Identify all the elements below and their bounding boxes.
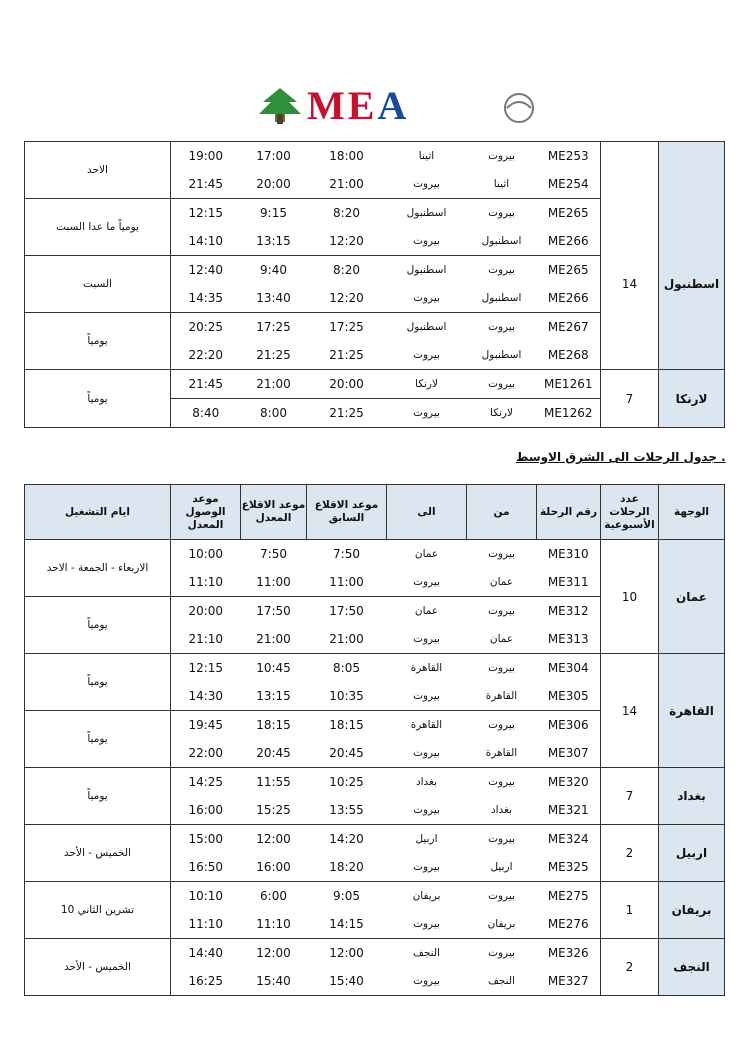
cell-dep-prev: 17:50 [329,604,364,618]
cell-to: النجف [413,947,440,959]
cell-from: القاهرة [467,739,537,768]
cell-arr-new: 19:45 [188,718,224,732]
cell-dep-prev: 21:00 [307,625,387,654]
logo-wordmark: MEA [307,83,410,128]
table-header [25,485,725,540]
table-row [25,825,725,854]
table-cell: 17:25 [329,320,364,334]
cell-dep-prev: 14:20 [329,832,364,846]
days-cell: الخميس - الأحد [25,939,171,996]
table-cell: 21:25 [329,406,364,420]
cell-from: بيروت [488,776,515,788]
table-cell: 9:40 [260,263,287,277]
table-cell: بيروت [387,227,467,256]
cell-flight: ME324 [547,832,589,846]
cell-dep-prev: 18:15 [329,718,364,732]
table-cell: بيروت [387,170,467,199]
days-cell: يومياً ما عدا السبت [25,199,171,256]
table-cell: ايام التشغيل [25,485,171,540]
table-cell: 18:00 [329,149,364,163]
table-cell: ME266 [537,284,601,313]
cell-flight: ME320 [547,775,589,789]
table-row [25,882,725,911]
cell-arr-new: 22:00 [171,739,241,768]
table-cell: 22:20 [171,341,241,370]
upper-schedule-table [24,141,725,428]
cell-from: بغداد [467,796,537,825]
cell-to: عمان [414,548,439,560]
days-cell: السبت [25,256,171,313]
cell-flight: ME326 [547,946,589,960]
cell-to: بيروت [387,796,467,825]
table-cell: لارنكا [490,407,513,419]
table-cell: اسطنبول [406,207,447,219]
cell-dep-new: 7:50 [260,547,287,561]
cell-flight: ME312 [547,604,589,618]
table-cell: 14:10 [171,227,241,256]
table-cell: بيروت [413,407,440,419]
table-cell: اثينا [467,170,537,199]
cell-dep-prev: 9:05 [333,889,360,903]
cell-dep-new: 10:45 [256,661,291,675]
table-cell: 13:40 [241,284,307,313]
cell-dep-prev: 20:45 [307,739,387,768]
table-cell: ME253 [547,149,589,163]
middle-east-schedule-table [24,484,725,996]
table-cell: موعد الاقلاع السابق [307,485,387,540]
cell-to: بيروت [387,682,467,711]
table-cell: 20:00 [307,370,387,399]
cell-dep-new: 11:55 [256,775,291,789]
table-cell: 21:25 [241,341,307,370]
dest-cell: بريفان [659,882,725,939]
skyteam-icon [493,86,537,126]
cell-flight: ME304 [547,661,589,675]
cell-arr-new: 14:40 [188,946,224,960]
table-cell: ME268 [537,341,601,370]
cell-arr-new: 15:00 [188,832,224,846]
table-cell: رقم الرحلة [537,485,601,540]
table-cell: ME267 [547,320,589,334]
count-cell: 2 [601,825,659,882]
table-cell: الى [387,485,467,540]
cell-dep-prev: 12:00 [329,946,364,960]
cell-arr-new: 14:25 [188,775,224,789]
cell-dep-prev: 8:05 [333,661,360,675]
table-cell: اسطنبول [467,284,537,313]
count-cell: 1 [601,882,659,939]
cell-from: بيروت [488,833,515,845]
cell-to: بيروت [387,739,467,768]
table-cell: بيروت [488,207,515,219]
cell-dep-new: 12:00 [256,946,291,960]
table-cell: اسطنبول [406,321,447,333]
table-cell: 20:25 [188,320,224,334]
cell-to: القاهرة [410,662,443,674]
table-cell: بيروت [467,370,537,399]
cell-dep-new: 18:15 [256,718,291,732]
cell-from: بيروت [488,662,515,674]
table-cell: 21:45 [171,370,241,399]
days-cell: يومياً [25,768,171,825]
table-cell: بيروت [488,150,515,162]
cell-from: عمان [467,568,537,597]
count-cell: 14 [601,199,659,370]
section-title: . جدول الرحلات الى الشرق الاوسط [516,450,726,464]
cell-to: بيروت [387,910,467,939]
cell-to: بيروت [413,975,440,987]
table-cell: 12:20 [307,227,387,256]
table-cell: من [467,485,537,540]
cell-dep-new: 16:00 [241,853,307,882]
table-cell: 8:20 [333,206,360,220]
table-cell: لارنكا [387,370,467,399]
table-cell: موعد الاقلاع المعدل [241,485,307,540]
cell-flight: ME305 [537,682,601,711]
cell-dep-new: 17:50 [256,604,291,618]
days-cell: يومياً [25,313,171,370]
count-cell: 7 [601,768,659,825]
cell-arr-new: 16:00 [171,796,241,825]
table-cell: 21:25 [307,341,387,370]
table-cell: 8:40 [192,406,220,420]
table-cell: ME265 [547,206,589,220]
cell-arr-new: 11:10 [171,568,241,597]
days-cell: يومياً [25,711,171,768]
days-cell: يومياً [25,370,171,428]
cell-from: بيروت [488,548,515,560]
cell-to: بيروت [387,853,467,882]
table-cell: 17:25 [256,320,291,334]
table-cell: 12:15 [188,206,224,220]
cell-flight: ME311 [537,568,601,597]
cell-flight: ME306 [547,718,589,732]
cell-dep-prev: 10:25 [329,775,364,789]
cell-flight: ME310 [547,547,589,561]
table-cell: 21:00 [241,370,307,399]
table-cell: بيروت [387,341,467,370]
cell-flight: ME275 [547,889,589,903]
table-cell: 8:20 [333,263,360,277]
cell-dep-prev: 11:00 [307,568,387,597]
days-cell: الاربعاء - الجمعة - الاحد [25,540,171,597]
cell-flight: ME307 [537,739,601,768]
cell-from: بريفان [467,910,537,939]
table-cell: بيروت [488,321,515,333]
cell-to: اربيل [415,833,438,845]
cell-dep-prev: 7:50 [333,547,360,561]
days-cell: الخميس - الأحد [25,825,171,882]
cell-to: بغداد [415,776,438,788]
cell-dep-prev: 18:20 [307,853,387,882]
cell-dep-new: 15:25 [241,796,307,825]
cell-flight: ME313 [537,625,601,654]
cell-dep-prev: 13:55 [307,796,387,825]
count-cell: 2 [601,939,659,996]
table-cell: اثينا [418,150,435,162]
dest-cell: عمان [659,540,725,654]
cell-to: بيروت [387,568,467,597]
cell-dep-prev: 15:40 [329,974,364,988]
cell-from: بيروت [488,605,515,617]
days-cell: الاحد [25,142,171,199]
table-cell: ME265 [547,263,589,277]
cell-from: بيروت [488,947,515,959]
table-row [25,654,725,683]
cell-from: النجف [488,975,515,987]
cell-from: عمان [467,625,537,654]
dest-cell: لارنكا [659,370,725,428]
table-cell: اسطنبول [406,264,447,276]
dest-cell: النجف [659,939,725,996]
cell-arr-new: 16:25 [188,974,224,988]
table-cell: 12:40 [188,263,224,277]
table-cell: ME1262 [544,406,593,420]
dest-cell: اسطنبول [659,199,725,370]
table-cell: 14:35 [171,284,241,313]
cell-flight: ME325 [537,853,601,882]
table-cell: بيروت [488,264,515,276]
table-cell: 21:45 [171,170,241,199]
cell-flight: ME276 [537,910,601,939]
count-cell: 7 [601,370,659,428]
cell-to: بريفان [412,890,441,902]
dest-cell: بغداد [659,768,725,825]
cell-dep-new: 12:00 [256,832,291,846]
table-cell: 12:20 [307,284,387,313]
cell-dep-new: 20:45 [241,739,307,768]
cell-dep-new: 11:00 [241,568,307,597]
table-cell: 17:00 [256,149,291,163]
cell-from: القاهرة [467,682,537,711]
count-cell: 14 [601,654,659,768]
cell-dep-prev: 14:15 [307,910,387,939]
cell-dep-new: 11:10 [241,910,307,939]
table-cell: ME266 [537,227,601,256]
table-cell: ME1261 [537,370,601,399]
cell-arr-new: 16:50 [171,853,241,882]
cell-arr-new: 14:30 [171,682,241,711]
table-cell: بيروت [387,284,467,313]
days-cell: يومياً [25,654,171,711]
cell-arr-new: 10:00 [188,547,224,561]
cell-dep-new: 15:40 [256,974,291,988]
table-cell: 9:15 [260,206,287,220]
cell-dep-new: 13:15 [241,682,307,711]
dest-cell: اربيل [659,825,725,882]
table-row [25,939,725,968]
cell-dep-new: 21:00 [241,625,307,654]
table-cell: اسطنبول [467,341,537,370]
cell-dep-prev: 10:35 [307,682,387,711]
count-cell: 10 [601,540,659,654]
cell-from: بيروت [488,890,515,902]
table-cell: اسطنبول [467,227,537,256]
cell-to: القاهرة [410,719,443,731]
dest-cell [659,142,725,199]
cell-arr-new: 12:15 [188,661,224,675]
cell-dep-new: 6:00 [260,889,287,903]
table-cell: 20:00 [241,170,307,199]
cell-flight: ME327 [547,974,589,988]
cell-to: بيروت [387,625,467,654]
cell-flight: ME321 [537,796,601,825]
cell-from: اربيل [467,853,537,882]
table-row [25,540,725,569]
table-cell: 21:00 [307,170,387,199]
table-cell: ME254 [537,170,601,199]
days-cell: يومياً [25,597,171,654]
days-cell: 10 تشرين الثاني [25,882,171,939]
table-cell: 13:15 [241,227,307,256]
dest-cell: القاهرة [659,654,725,768]
cell-arr-new: 10:10 [188,889,224,903]
mea-logo [255,84,540,128]
cedar-tree-icon [255,86,305,126]
table-cell: عدد الرحلات الأسبوعية [601,485,659,540]
cell-arr-new: 20:00 [188,604,224,618]
cell-arr-new: 11:10 [171,910,241,939]
table-cell: 8:00 [260,406,287,420]
cell-from: بيروت [488,719,515,731]
table-row [25,768,725,797]
cell-to: عمان [414,605,439,617]
table-cell: الوجهة [659,485,725,540]
table-cell: موعد الوصول المعدل [171,485,241,540]
table-cell: 19:00 [188,149,224,163]
cell-arr-new: 21:10 [171,625,241,654]
count-cell [601,142,659,199]
